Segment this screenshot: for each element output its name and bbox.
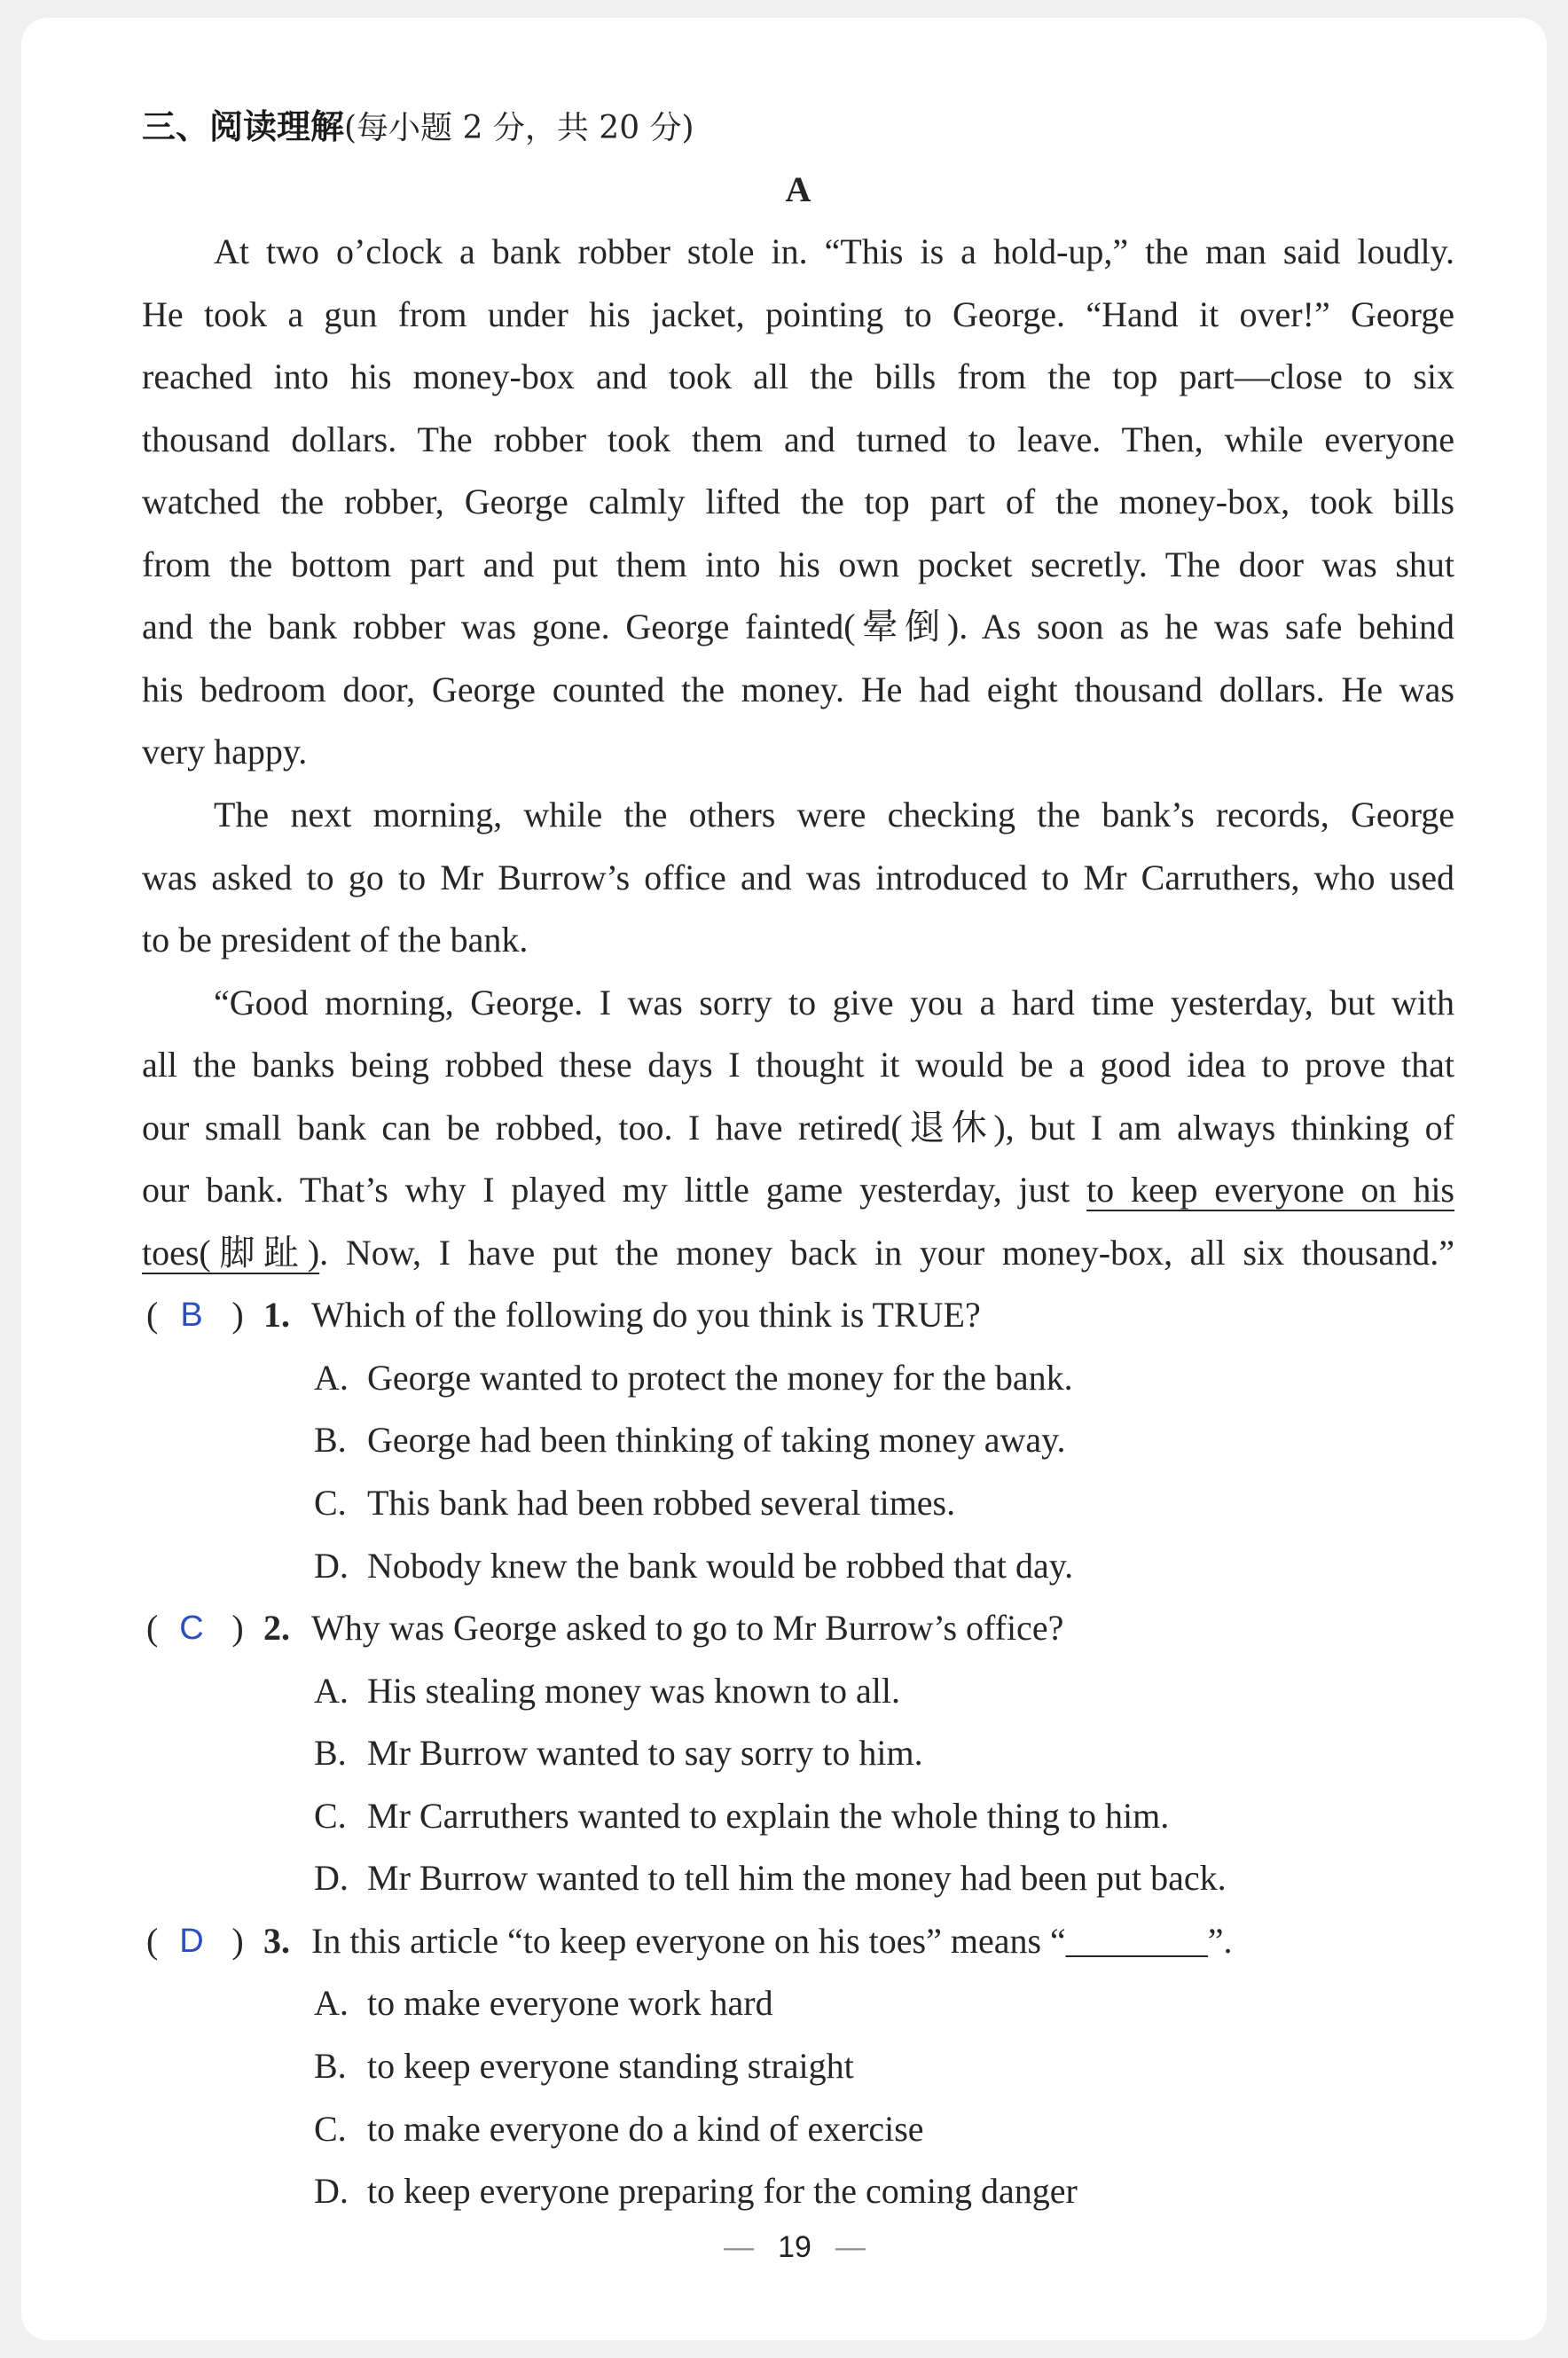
- passage-text: . Now, I have put the money back in your money-box, all six thousand.”: [319, 1232, 1454, 1273]
- page-number: [0, 2225, 1568, 2269]
- question-stem: [142, 1284, 1454, 1347]
- passage-line: from the bottom part and put them into his own pocket secretly. The door was shut: [142, 544, 1454, 584]
- option-a: [142, 1347, 1454, 1410]
- question-3: [142, 1910, 1454, 2223]
- passage-line: to be president of the bank.: [142, 920, 529, 960]
- option-c: [142, 2098, 1454, 2161]
- passage-line: very happy.: [142, 732, 308, 772]
- option-text: George wanted to protect the money for the bank.: [367, 1357, 1073, 1398]
- question-1: [142, 1284, 1454, 1597]
- answer-bracket-open: (: [146, 1608, 159, 1649]
- option-text: to make everyone work hard: [367, 1983, 773, 2024]
- option-text: George had been thinking of taking money away.: [367, 1420, 1066, 1461]
- option-letter: D.: [314, 2171, 349, 2212]
- option-text: Mr Burrow wanted to tell him the money had been put back.: [367, 1858, 1227, 1899]
- underlined-phrase: toes(脚趾): [142, 1232, 320, 1273]
- section-title: 三、阅读理解: [142, 107, 345, 146]
- answer-letter: C: [179, 1610, 204, 1648]
- question-2: [142, 1597, 1454, 1910]
- answer-bracket-open: (: [146, 1295, 159, 1336]
- option-text: Mr Carruthers wanted to explain the whole thing to him.: [367, 1795, 1170, 1836]
- option-letter: A.: [314, 1357, 349, 1398]
- page-number-right-dash: —: [835, 2229, 866, 2264]
- option-a: [142, 1972, 1454, 2035]
- option-c: [142, 1785, 1454, 1848]
- passage-line: He took a gun from under his jacket, pointing to George. “Hand it over!” George: [142, 294, 1454, 334]
- option-letter: B.: [314, 2045, 347, 2086]
- question-number: 3.: [263, 1920, 290, 1961]
- option-text: Nobody knew the bank would be robbed that day.: [367, 1545, 1074, 1586]
- option-b: [142, 2035, 1454, 2098]
- passage-label: A: [785, 168, 811, 209]
- passage-line: thousand dollars. The robber took them and turned to leave. Then, while everyone: [142, 419, 1454, 459]
- passage-line: was asked to go to Mr Burrow’s office and was introduced to Mr Carruthers, who used: [142, 857, 1454, 897]
- option-text: to keep everyone standing straight: [367, 2045, 854, 2086]
- question-text: Why was George asked to go to Mr Burrow’s office?: [311, 1608, 1064, 1649]
- option-letter: B.: [314, 1733, 347, 1774]
- option-text: to make everyone do a kind of exercise: [367, 2108, 924, 2149]
- question-stem: [142, 1910, 1454, 1973]
- option-d: [142, 1847, 1454, 1910]
- passage-line: our small bank can be robbed, too. I have retired(退休), but I am always thinking of: [142, 1107, 1454, 1148]
- passage-line: The next morning, while the others were checking the bank’s records, George: [214, 795, 1454, 835]
- option-letter: D.: [314, 1545, 349, 1586]
- section-header: [142, 96, 1454, 159]
- option-text: to keep everyone preparing for the coming danger: [367, 2171, 1078, 2212]
- paragraph-3: [142, 972, 1454, 1285]
- option-text: Mr Burrow wanted to say sorry to him.: [367, 1733, 923, 1774]
- option-text: His stealing money was known to all.: [367, 1670, 901, 1711]
- question-number: 1.: [263, 1295, 290, 1336]
- option-letter: C.: [314, 2108, 347, 2149]
- passage-text: our bank. That’s why I played my little game yesterday, just: [142, 1170, 1087, 1210]
- passage-line: and the bank robber was gone. George fainted(晕倒). As soon as he was safe behind: [142, 607, 1454, 647]
- paragraph-2: [142, 784, 1454, 972]
- question-number: 2.: [263, 1608, 290, 1649]
- passage-line: At two o’clock a bank robber stole in. “This is a hold-up,” the man said loudly.: [214, 231, 1454, 272]
- answer-letter: D: [179, 1922, 204, 1960]
- option-text: This bank had been robbed several times.: [367, 1483, 956, 1524]
- answer-bracket-close: ): [231, 1608, 244, 1649]
- option-a: [142, 1660, 1454, 1723]
- option-letter: C.: [314, 1483, 347, 1524]
- answer-letter: B: [180, 1297, 203, 1335]
- answer-bracket-close: ): [231, 1295, 244, 1336]
- question-stem: [142, 1597, 1454, 1660]
- passage-line: all the banks being robbed these days I thought it would be a good idea to prove that: [142, 1045, 1454, 1085]
- answer-bracket-close: ): [231, 1920, 244, 1961]
- question-text: Which of the following do you think is TRUE?: [311, 1295, 981, 1336]
- option-letter: D.: [314, 1858, 349, 1899]
- passage-line: reached into his money-box and took all the bills from the top part—close to six: [142, 356, 1454, 397]
- option-d: [142, 2160, 1454, 2223]
- answer-bracket-open: (: [146, 1920, 159, 1961]
- section-score-note: (每小题 2 分，共 20 分): [344, 110, 694, 146]
- page-number-left-dash: —: [724, 2229, 755, 2264]
- passage-line: his bedroom door, George counted the money. He had eight thousand dollars. He was: [142, 669, 1454, 709]
- passage-line: [142, 1159, 1454, 1222]
- option-b: [142, 1722, 1454, 1785]
- option-c: [142, 1472, 1454, 1535]
- page-number-value: 19: [778, 2229, 811, 2264]
- option-letter: C.: [314, 1795, 347, 1836]
- paragraph-1: [142, 221, 1454, 784]
- option-d: [142, 1535, 1454, 1598]
- question-text: In this article “to keep everyone on his toes” means “________”.: [311, 1920, 1233, 1961]
- content-column: [142, 96, 1454, 2223]
- passage-line: “Good morning, George. I was sorry to give you a hard time yesterday, but with: [214, 982, 1454, 1022]
- underlined-phrase: to keep everyone on his: [1086, 1170, 1454, 1210]
- option-letter: B.: [314, 1420, 347, 1461]
- passage-line: [142, 1222, 1454, 1285]
- option-letter: A.: [314, 1983, 349, 2024]
- option-b: [142, 1409, 1454, 1472]
- passage-line: watched the robber, George calmly lifted the top part of the money-box, took bills: [142, 482, 1454, 522]
- option-letter: A.: [314, 1670, 349, 1711]
